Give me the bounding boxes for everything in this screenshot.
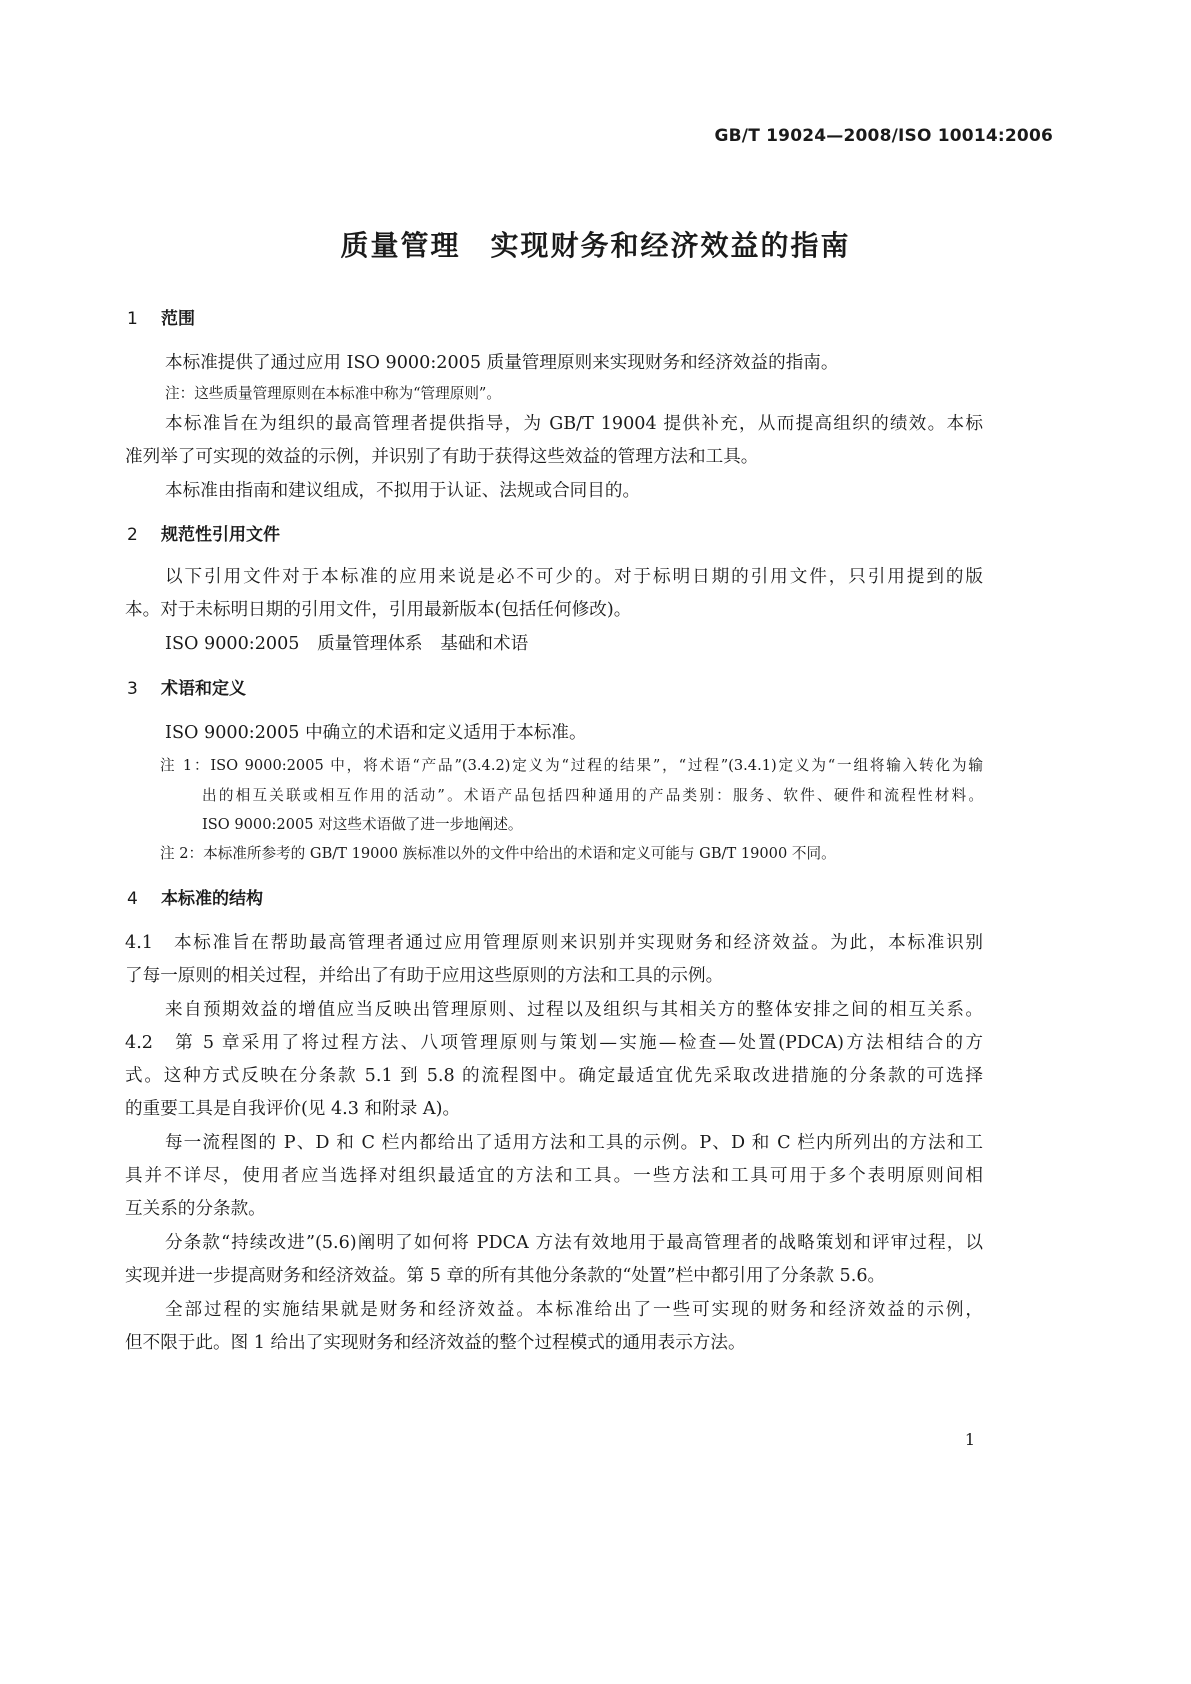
paragraph-line: 分条款“持续改进”(5.6)阐明了如何将 PDCA 方法有效地用于最高管理者的战略策划和评审过程，以	[165, 1233, 983, 1253]
section-title: 术语和定义	[161, 679, 246, 699]
paragraph-line: 准列举了可实现的效益的示例，并识别了有助于获得这些效益的管理方法和工具。	[125, 447, 759, 467]
paragraph: ISO 9000:2005 中确立的术语和定义适用于本标准。	[165, 723, 587, 743]
section-title: 本标准的结构	[161, 889, 263, 909]
section-number: 3	[127, 679, 138, 699]
standard-code: GB/T 19024—2008/ISO 10014:2006	[714, 126, 1053, 146]
paragraph-line: 互关系的分条款。	[125, 1199, 266, 1219]
paragraph-line: 全部过程的实施结果就是财务和经济效益。本标准给出了一些可实现的财务和经济效益的示例，	[165, 1300, 983, 1320]
paragraph: 本标准由指南和建议组成，不拟用于认证、法规或合同目的。	[165, 481, 641, 501]
section-2-heading	[127, 527, 280, 544]
paragraph-line: 本标准旨在为组织的最高管理者提供指导，为 GB/T 19004 提供补充，从而提高组织的绩效。本标	[165, 414, 983, 434]
paragraph-line: 本。对于未标明日期的引用文件，引用最新版本(包括任何修改)。	[125, 600, 632, 620]
section-3-heading	[127, 681, 246, 698]
paragraph-line: 每一流程图的 P、D 和 C 栏内都给出了适用方法和工具的示例。P、D 和 C 栏内所列出的方法和工	[165, 1133, 983, 1153]
note-line: 出的相互关联或相互作用的活动”。术语产品包括四种通用的产品类别：服务、软件、硬件和流程性材料。	[202, 787, 983, 804]
note: 注 2：本标准所参考的 GB/T 19000 族标准以外的文件中给出的术语和定义可能与 GB/T 19000 不同。	[160, 845, 836, 862]
document-title: 质量管理 实现财务和经济效益的指南	[340, 229, 851, 262]
section-number: 4	[127, 889, 138, 909]
paragraph-line: 式。这种方式反映在分条款 5.1 到 5.8 的流程图中。确定最适宜优先采取改进措施的分条款的可选择	[125, 1066, 983, 1086]
paragraph-line: 具并不详尽，使用者应当选择对组织最适宜的方法和工具。一些方法和工具可用于多个表明原则间相	[125, 1166, 983, 1186]
paragraph-line: 4.2 第 5 章采用了将过程方法、八项管理原则与策划—实施—检查—处置(PDCA)方法相结合的方	[125, 1033, 983, 1053]
normative-reference: ISO 9000:2005 质量管理体系 基础和术语	[165, 634, 529, 654]
section-1-heading	[127, 311, 195, 328]
section-number: 1	[127, 309, 138, 329]
note-line: 注 1：ISO 9000:2005 中，将术语“产品”(3.4.2)定义为“过程的结果”，“过程”(3.4.1)定义为“一组将输入转化为输	[160, 757, 983, 774]
paragraph-line: 以下引用文件对于本标准的应用来说是必不可少的。对于标明日期的引用文件，只引用提到的版	[165, 567, 983, 587]
note: 注：这些质量管理原则在本标准中称为“管理原则”。	[165, 385, 501, 402]
paragraph-line: 的重要工具是自我评价(见 4.3 和附录 A)。	[125, 1099, 461, 1119]
section-title: 范围	[161, 309, 195, 329]
paragraph-line: 但不限于此。图 1 给出了实现财务和经济效益的整个过程模式的通用表示方法。	[125, 1333, 746, 1353]
paragraph: 来自预期效益的增值应当反映出管理原则、过程以及组织与其相关方的整体安排之间的相互关系。	[165, 1000, 983, 1020]
paragraph: 本标准提供了通过应用 ISO 9000:2005 质量管理原则来实现财务和经济效益的指南。	[165, 353, 839, 373]
paragraph-line: 了每一原则的相关过程，并给出了有助于应用这些原则的方法和工具的示例。	[125, 966, 724, 986]
section-4-heading	[127, 891, 263, 908]
section-number: 2	[127, 525, 138, 545]
paragraph-line: 4.1 本标准旨在帮助最高管理者通过应用管理原则来识别并实现财务和经济效益。为此，本标准识别	[125, 933, 983, 953]
page-number: 1	[964, 1430, 975, 1449]
section-title: 规范性引用文件	[161, 525, 280, 545]
paragraph-line: 实现并进一步提高财务和经济效益。第 5 章的所有其他分条款的“处置”栏中都引用了分条款 5.6。	[125, 1266, 886, 1286]
note-line: ISO 9000:2005 对这些术语做了进一步地阐述。	[202, 816, 523, 833]
